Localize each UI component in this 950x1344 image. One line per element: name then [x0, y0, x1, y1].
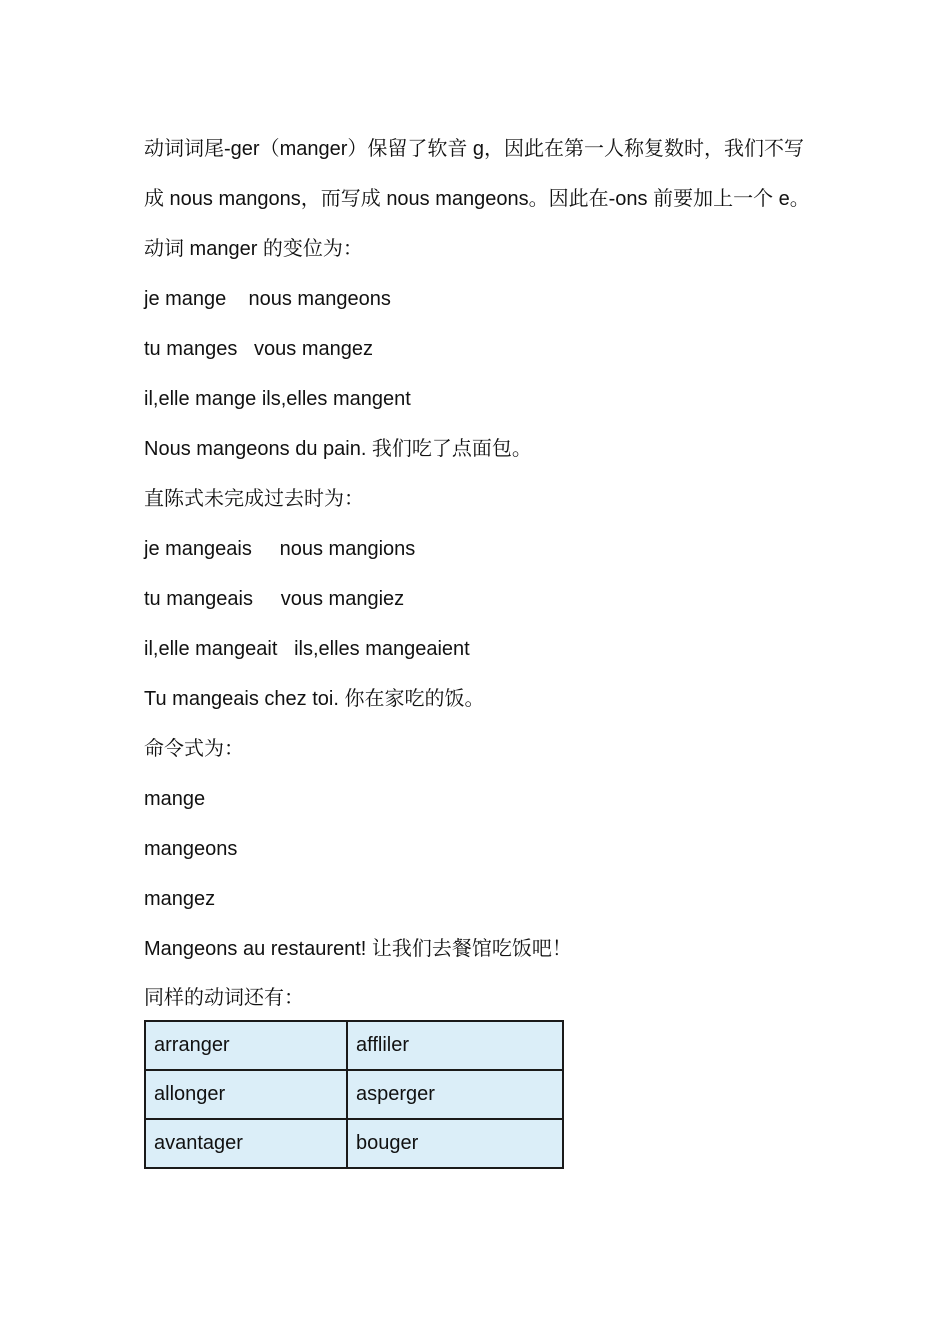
table-cell: avantager: [145, 1119, 347, 1168]
imparfait-conjugation-1: je mangeais nous mangions: [144, 538, 416, 560]
present-conjugation-3: il,elle mange ils,elles mangent: [144, 388, 411, 410]
imparfait-example: Tu mangeais chez toi. 你在家吃的饭。: [144, 688, 485, 710]
imperatif-example: Mangeons au restaurent! 让我们去餐馆吃饭吧！: [144, 938, 572, 960]
imparfait-heading: 直陈式未完成过去时为：: [144, 488, 364, 510]
table-row: [145, 1070, 563, 1119]
table-cell: bouger: [347, 1119, 563, 1168]
imperatif-form-1: mange: [144, 788, 206, 810]
table-cell: allonger: [145, 1070, 347, 1119]
table-cell: affliler: [347, 1021, 563, 1070]
present-example: Nous mangeons du pain. 我们吃了点面包。: [144, 438, 532, 460]
table-cell: asperger: [347, 1070, 563, 1119]
imparfait-conjugation-3: il,elle mangeait ils,elles mangeaient: [144, 638, 470, 660]
imperatif-form-2: mangeons: [144, 838, 238, 860]
table-cell: arranger: [145, 1021, 347, 1070]
similar-verbs-heading: 同样的动词还有：: [144, 987, 304, 1009]
imparfait-conjugation-2: tu mangeais vous mangiez: [144, 588, 405, 610]
table-row: [145, 1119, 563, 1168]
imperatif-form-3: mangez: [144, 888, 216, 910]
present-conjugation-1: je mange nous mangeons: [144, 288, 391, 310]
similar-verbs-table: [144, 1020, 564, 1169]
imperatif-heading: 命令式为：: [144, 738, 244, 760]
present-conjugation-2: tu manges vous mangez: [144, 338, 374, 360]
table-row: [145, 1021, 563, 1070]
intro-paragraph: 动词词尾-ger（manger）保留了软音 g，因此在第一人称复数时，我们不写成 nous mangons，而写成 nous mangeons。因此在-ons 前要加上一个 e。动词 manger 的变位为：: [144, 138, 810, 260]
